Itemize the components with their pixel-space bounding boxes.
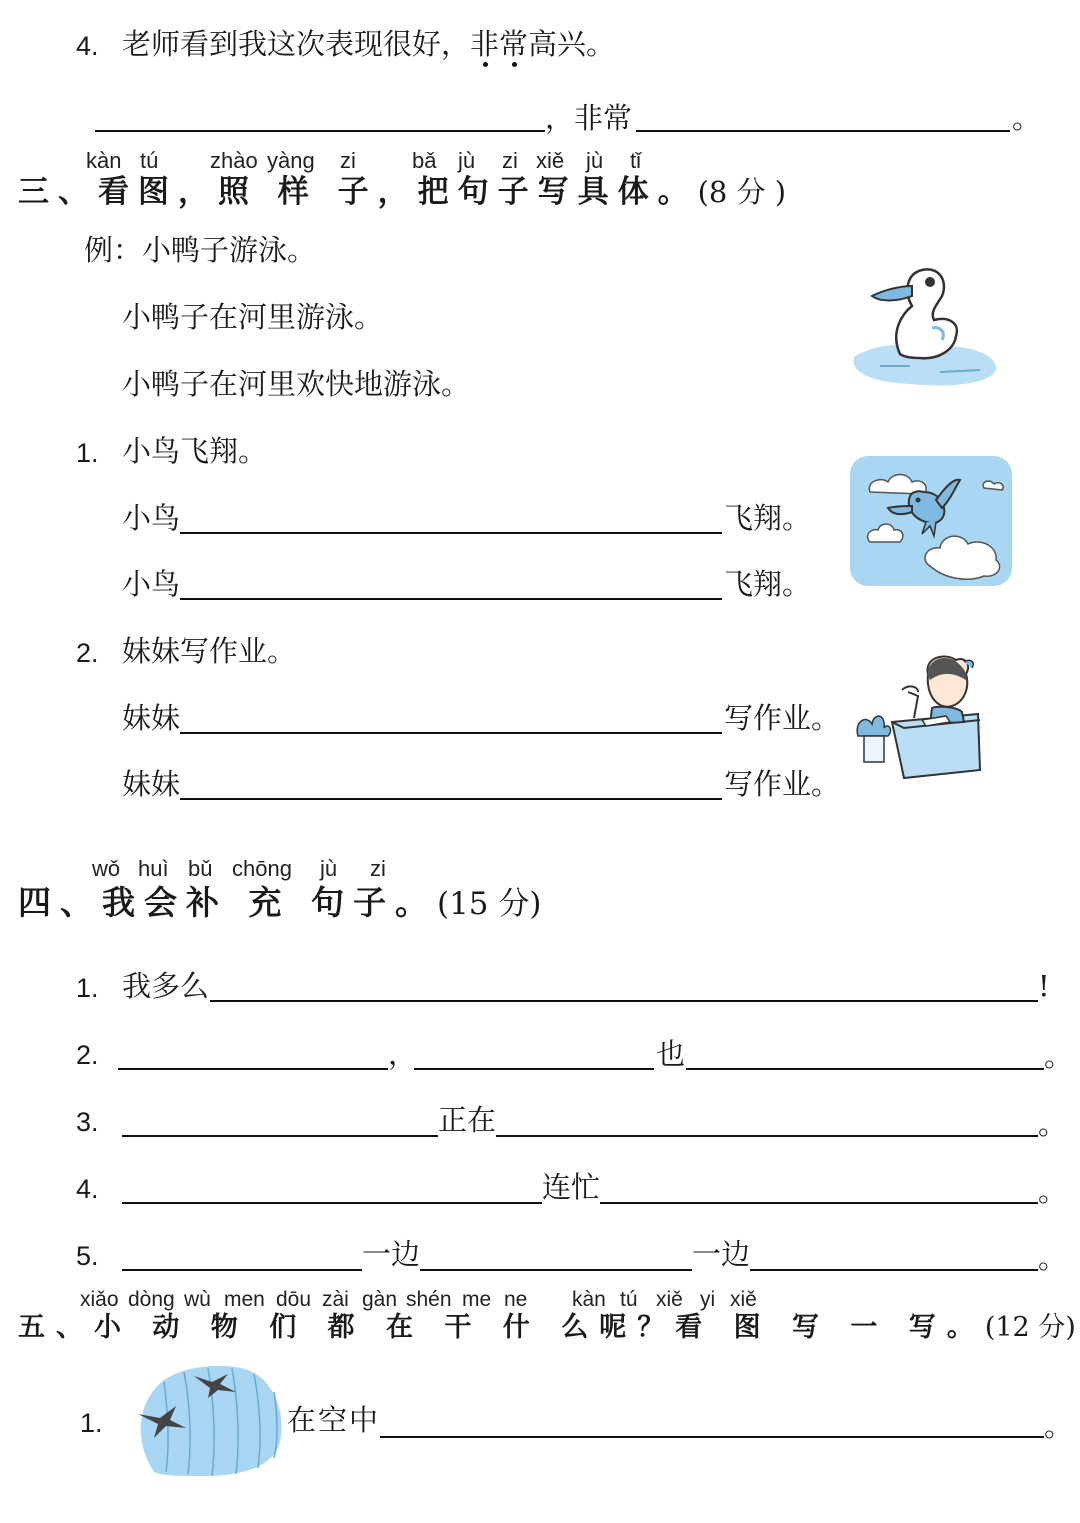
connector-word: 一边 xyxy=(362,1237,421,1271)
answer-blank[interactable] xyxy=(686,1068,1044,1070)
connector-word: 也 xyxy=(656,1037,686,1071)
sentence-end: 飞翔。 xyxy=(724,501,812,535)
pinyin: zhào xyxy=(210,148,258,173)
pinyin: yàng xyxy=(267,148,315,173)
girl-desk-icon xyxy=(852,652,984,780)
blank-end-mark: 。 xyxy=(1044,1039,1074,1073)
sentence-end: 写作业。 xyxy=(724,701,841,735)
pinyin: wù xyxy=(184,1288,211,1311)
connector-word: 连忙 xyxy=(542,1170,601,1204)
item-number: 2. xyxy=(76,638,99,668)
blank-separator: ，非常 xyxy=(545,101,633,135)
sentence-start: 小鸟 xyxy=(122,501,181,535)
swallows-willow-icon xyxy=(124,1362,290,1478)
answer-blank[interactable] xyxy=(180,532,722,534)
item-number: 1. xyxy=(76,438,99,468)
answer-blank[interactable] xyxy=(380,1436,1044,1438)
pinyin: dōu xyxy=(276,1288,312,1311)
pinyin: xiě xyxy=(730,1288,757,1311)
section-title: 五、小 动 物 们 都 在 干 什 么呢？看 图 写 一 写。(12 分) xyxy=(18,1312,1076,1343)
answer-blank[interactable] xyxy=(600,1202,1038,1204)
emphasis-char: 常 xyxy=(499,27,529,61)
sentence-start: 小鸟 xyxy=(122,567,181,601)
sentence-end: 飞翔。 xyxy=(724,567,812,601)
pinyin: shén xyxy=(406,1288,452,1311)
pinyin: men xyxy=(224,1288,265,1311)
item-number: 2. xyxy=(76,1040,99,1070)
duck-icon xyxy=(850,262,1002,390)
pinyin: bǎ xyxy=(412,148,437,173)
answer-blank[interactable] xyxy=(180,598,722,600)
answer-blank[interactable] xyxy=(122,1135,438,1137)
answer-blank[interactable] xyxy=(636,130,1010,132)
sentence-start: 妹妹 xyxy=(122,701,181,735)
blank-end-mark: 。 xyxy=(1038,1241,1068,1275)
connector-word: 一边 xyxy=(692,1237,751,1271)
item-number: 1. xyxy=(76,973,99,1003)
answer-blank[interactable] xyxy=(750,1269,1038,1271)
pinyin: kàn xyxy=(86,148,122,173)
blank-end-mark: 。 xyxy=(1012,101,1042,135)
blank-end-mark: 。 xyxy=(1038,1107,1068,1141)
item-number: 3. xyxy=(76,1107,99,1137)
pinyin: me xyxy=(462,1288,492,1311)
blank-end-mark: 。 xyxy=(1044,1409,1074,1443)
answer-blank[interactable] xyxy=(118,1068,388,1070)
pinyin: gàn xyxy=(362,1288,398,1311)
answer-blank[interactable] xyxy=(180,798,722,800)
answer-blank[interactable] xyxy=(95,130,545,132)
item-number: 4. xyxy=(76,31,99,61)
pinyin: huì xyxy=(138,856,169,881)
example-sentence: 小鸭子在河里游泳。 xyxy=(122,300,384,334)
question-prompt: 妹妹写作业。 xyxy=(122,634,297,668)
pinyin: kàn xyxy=(572,1288,606,1311)
pinyin: jù xyxy=(320,856,338,881)
pinyin: zài xyxy=(322,1288,349,1311)
answer-blank[interactable] xyxy=(210,1000,1038,1002)
pinyin: bǔ xyxy=(188,856,213,881)
pinyin: tú xyxy=(140,148,159,173)
item-number: 5. xyxy=(76,1241,99,1271)
example-label: 例：小鸭子游泳。 xyxy=(84,233,317,267)
answer-blank[interactable] xyxy=(180,732,722,734)
blank-separator: ， xyxy=(388,1037,418,1071)
pinyin: xiǎo xyxy=(80,1288,119,1311)
blank-end-mark: 。 xyxy=(1038,1174,1068,1208)
emphasis-char: 非 xyxy=(470,27,500,61)
answer-blank[interactable] xyxy=(122,1269,362,1271)
answer-blank[interactable] xyxy=(496,1135,1038,1137)
question-prompt: 小鸟飞翔。 xyxy=(122,434,268,468)
section-title: 四、我会补 充 句子。(15 分) xyxy=(18,883,542,922)
pinyin: chōng xyxy=(232,856,292,881)
bird-cloud-icon xyxy=(850,456,1012,586)
pinyin: wǒ xyxy=(92,856,121,881)
pinyin: jù xyxy=(458,148,476,173)
blank-end-mark: ! xyxy=(1038,969,1050,1003)
pinyin: xiě xyxy=(536,148,565,173)
sentence-start: 在空中 xyxy=(287,1403,381,1437)
pinyin: jù xyxy=(586,148,604,173)
item-number: 4. xyxy=(76,1174,99,1204)
sentence-end: 写作业。 xyxy=(724,767,841,801)
pinyin: zi xyxy=(502,148,518,173)
pinyin: yi xyxy=(700,1288,716,1311)
answer-blank[interactable] xyxy=(122,1202,542,1204)
pinyin: xiě xyxy=(656,1288,683,1311)
answer-blank[interactable] xyxy=(414,1068,654,1070)
pinyin: zi xyxy=(340,148,356,173)
pinyin: ne xyxy=(504,1288,528,1311)
sentence-start: 妹妹 xyxy=(122,767,181,801)
answer-blank[interactable] xyxy=(420,1269,692,1271)
pinyin: zi xyxy=(370,856,386,881)
section-title: 三、看图，照 样 子，把句子写具体。(8 分 ) xyxy=(18,174,787,210)
question-sentence: 老师看到我这次表现很好，非常高兴。 xyxy=(122,27,616,61)
item-number: 1. xyxy=(80,1408,103,1438)
pinyin: dòng xyxy=(128,1288,175,1311)
pinyin: tú xyxy=(620,1288,638,1311)
example-sentence: 小鸭子在河里欢快地游泳。 xyxy=(122,367,471,401)
connector-word: 正在 xyxy=(438,1103,497,1137)
sentence-start: 我多么 xyxy=(122,969,210,1003)
pinyin: tǐ xyxy=(630,148,641,173)
